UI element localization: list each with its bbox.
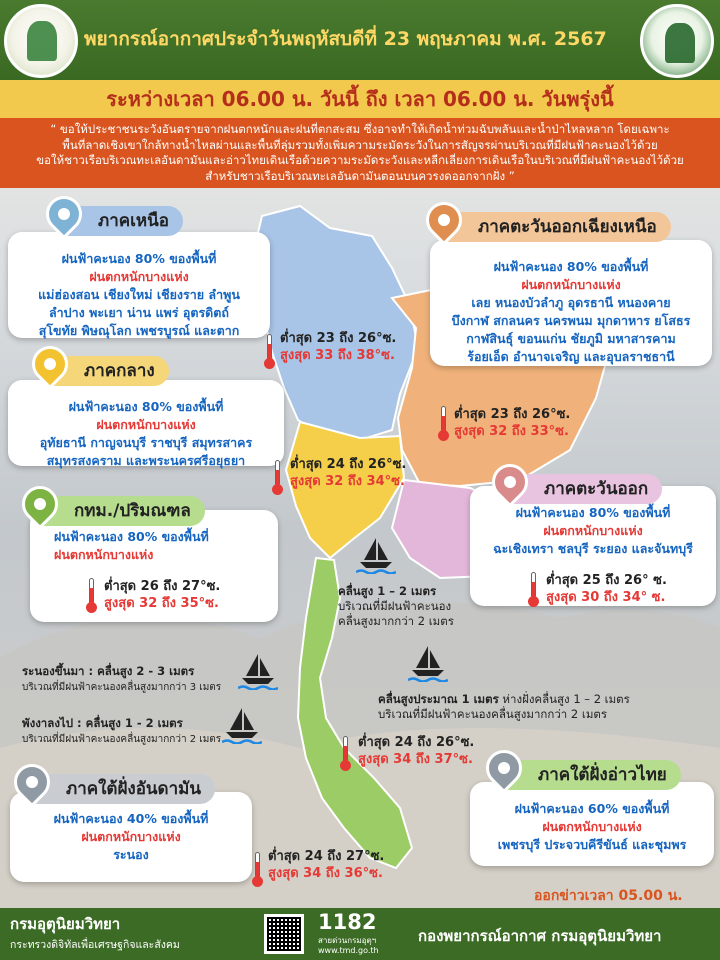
gulf-upper-wave-note: คลื่นสูงมากกว่า 2 เมตร: [338, 614, 454, 628]
south-andaman-tmin: ต่ำสุด 24 ถึง 27°ซ.: [268, 849, 385, 864]
warning-banner: [0, 118, 720, 188]
central-heavy: ฝนตกหนักบางแห่ง: [96, 417, 196, 432]
ranong-wave-info: [22, 664, 221, 695]
south-andaman-forecast-card: [10, 792, 252, 882]
east-heavy: ฝนตกหนักบางแห่ง: [543, 523, 643, 538]
header-bar: [0, 0, 720, 80]
boat-icon: [238, 650, 278, 690]
central-forecast-card: [8, 380, 284, 466]
east-rain: ฝนฟ้าคะนอง 80% ของพื้นที่: [515, 505, 671, 520]
south-andaman-region-label: ภาคใต้ฝั่งอันดามัน: [22, 774, 215, 804]
bangkok-temperature: [104, 578, 220, 612]
south-gulf-provinces: เพชรบุรี ประจวบคีรีขันธ์ และชุมพร: [497, 837, 687, 852]
bangkok-tmin: ต่ำสุด 26 ถึง 27°ซ.: [104, 579, 221, 594]
east-temperature: [546, 572, 667, 606]
central-rain: ฝนฟ้าคะนอง 80% ของพื้นที่: [68, 399, 224, 414]
north-provinces: แม่ฮ่องสอน เชียงใหม่ เชียงราย ลำพูน: [38, 287, 240, 302]
south-andaman-thermometer-icon: [252, 852, 262, 886]
south-andaman-tmax: สูงสุด 34 ถึง 36°ซ.: [268, 866, 383, 881]
northeast-forecast-card: [430, 240, 712, 366]
south-andaman-heavy: ฝนตกหนักบางแห่ง: [81, 829, 181, 844]
east-provinces: ฉะเชิงเทรา ชลบุรี ระยอง และจันทบุรี: [493, 541, 693, 556]
northeast-provinces: ร้อยเอ็ด อำนาจเจริญ และอุบลราชธานี: [467, 349, 675, 364]
ranong-wave-place: ระนองขึ้นมา :: [22, 664, 94, 678]
northeast-provinces: เลย หนองบัวลำภู อุดรธานี หนองคาย: [471, 295, 671, 310]
gulf-lower-wave-height: คลื่นสูงประมาณ 1 เมตร: [378, 692, 499, 706]
south-mid-temperature: [358, 734, 474, 768]
issued-time: ออกข่าวเวลา 05.00 น.: [534, 888, 683, 904]
hotline-caption: [318, 936, 379, 956]
northeast-tmin: ต่ำสุด 23 ถึง 26°ซ.: [454, 407, 571, 422]
north-tmin: ต่ำสุด 23 ถึง 26°ซ.: [280, 331, 397, 346]
central-temperature: [290, 456, 406, 490]
warning-line: ขอให้ชาวเรือบริเวณทะเลอันดามันและอ่าวไทยเดินเรือด้วยความระมัดระวังและหลีกเลี่ยงการเดินเรือในบริเวณที่มีฝนฟ้าคะนองไว้ด้วย: [36, 153, 684, 167]
east-tmax: สูงสุด 30 ถึง 34° ซ.: [546, 590, 666, 605]
boat-icon: [356, 534, 396, 574]
hotline-number: 1182: [318, 910, 377, 934]
ranong-wave-height: คลื่นสูง 2 - 3 เมตร: [93, 664, 195, 678]
bangkok-thermometer-icon: [86, 578, 96, 612]
footer-org: กรมอุตุนิยมวิทยา: [10, 915, 121, 933]
south-andaman-rain: ฝนฟ้าคะนอง 40% ของพื้นที่: [53, 811, 209, 826]
gulf-lower-wave-note: บริเวณที่มีฝนฟ้าคะนองคลื่นสูงมากกว่า 2 เมตร: [378, 707, 608, 721]
footer-bar: [0, 908, 720, 960]
east-tmin: ต่ำสุด 25 ถึง 26° ซ.: [546, 573, 667, 588]
north-forecast-card: [8, 232, 270, 338]
warning-line: พื้นที่ลาดเชิงเขาใกล้ทางน้ำไหลผ่านและพื้นที่ลุ่มรวมทั้งเพิ่มความระมัดระวังในการสัญจรผ่านบริเวณที่มีฝนฟ้าคะนองไว้ด้วย: [62, 137, 658, 152]
northeast-tmax: สูงสุด 32 ถึง 33°ซ.: [454, 424, 569, 439]
boat-icon: [222, 704, 262, 744]
south-andaman-temperature: [268, 848, 384, 882]
north-rain: ฝนฟ้าคะนอง 80% ของพื้นที่: [61, 251, 217, 266]
bangkok-tmax: สูงสุด 32 ถึง 35°ซ.: [104, 596, 219, 611]
central-region-label: ภาคกลาง: [40, 356, 169, 386]
northeast-region-label: ภาคตะวันออกเฉียงเหนือ: [434, 212, 671, 242]
gulf-upper-wave-note: บริเวณที่มีฝนฟ้าคะนอง: [338, 599, 452, 613]
boat-icon: [408, 642, 448, 682]
forecast-period: ระหว่างเวลา 06.00 น. วันนี้ ถึง เวลา 06.00 น. วันพรุ่งนี้: [106, 87, 614, 111]
northeast-provinces: กาฬสินธุ์ ขอนแก่น ชัยภูมิ มหาสารคาม: [466, 331, 676, 346]
south-gulf-rain: ฝนฟ้าคะนอง 60% ของพื้นที่: [514, 801, 670, 816]
northeast-provinces: บึงกาฬ สกลนคร นครพนม มุกดาหาร ยโสธร: [451, 313, 691, 328]
phangnga-wave-height: คลื่นสูง 1 - 2 เมตร: [81, 716, 183, 730]
hotline-subtitle: สายด่วนกรมอุตุฯ: [318, 936, 377, 945]
footer-department: กองพยากรณ์อากาศ กรมอุตุนิยมวิทยา: [418, 927, 662, 945]
phangnga-wave-place: พังงาลงไป :: [22, 716, 82, 730]
gulf-upper-wave-info: [338, 584, 454, 629]
south-thermometer-icon: [340, 736, 350, 770]
warning-line: “ ขอให้ประชาชนระวังอันตรายจากฝนตกหนักและฝนที่ตกสะสม ซึ่งอาจทำให้เกิดน้ำท่วมฉับพลันและน้ำป่าไหลหลาก โดยเฉพาะ: [50, 122, 670, 136]
bangkok-region-label: กทม./ปริมณฑล: [30, 496, 205, 526]
central-thermometer-icon: [272, 460, 282, 494]
gulf-upper-wave-height: คลื่นสูง 1 – 2 เมตร: [338, 584, 437, 598]
footer-ministry: กระทรวงดิจิทัลเพื่อเศรษฐกิจและสังคม: [10, 939, 180, 951]
phangnga-wave-note: บริเวณที่มีฝนฟ้าคะนองคลื่นสูงมากกว่า 2 เมตร: [22, 734, 222, 745]
north-thermometer-icon: [264, 334, 274, 368]
south-andaman-provinces: ระนอง: [113, 847, 149, 862]
south-gulf-region-label: ภาคใต้ฝั่งอ่าวไทย: [494, 760, 681, 790]
central-tmax: สูงสุด 32 ถึง 34°ซ.: [290, 474, 405, 489]
central-tmin: ต่ำสุด 24 ถึง 26°ซ.: [290, 457, 407, 472]
east-region-label: ภาคตะวันออก: [500, 474, 662, 504]
bangkok-rain: ฝนฟ้าคะนอง 80% ของพื้นที่: [54, 529, 209, 544]
bangkok-heavy: ฝนตกหนักบางแห่ง: [54, 547, 154, 562]
north-tmax: สูงสุด 33 ถึง 38°ซ.: [280, 348, 395, 363]
north-region-label: ภาคเหนือ: [54, 206, 183, 236]
qr-code-icon[interactable]: [264, 914, 304, 954]
forecast-period-bar: [0, 80, 720, 118]
gulf-lower-wave-offshore: ห่างฝั่งคลื่นสูง 1 – 2 เมตร: [498, 692, 630, 706]
north-provinces: สุโขทัย พิษณุโลก เพชรบูรณ์ และตาก: [38, 323, 240, 338]
central-provinces: อุทัยธานี กาญจนบุรี ราชบุรี สมุทรสาคร: [39, 435, 253, 450]
south-mid-tmin: ต่ำสุด 24 ถึง 26°ซ.: [358, 735, 475, 750]
phangnga-wave-info: [22, 716, 221, 747]
page-title: พยากรณ์อากาศประจำวันพฤหัสบดีที่ 23 พฤษภาคม พ.ศ. 2567: [84, 28, 607, 50]
northeast-thermometer-icon: [438, 406, 448, 440]
north-temperature: [280, 330, 396, 364]
ranong-wave-note: บริเวณที่มีฝนฟ้าคะนองคลื่นสูงมากกว่า 3 เมตร: [22, 682, 222, 693]
tmd-logo-icon: [640, 4, 714, 78]
warning-line: สำหรับชาวเรือบริเวณทะเลอันดามันตอนบนควรงดออกจากฝั่ง ”: [205, 168, 515, 183]
north-heavy: ฝนตกหนักบางแห่ง: [89, 269, 189, 284]
gulf-lower-wave-info: [378, 692, 630, 722]
northeast-rain: ฝนฟ้าคะนอง 80% ของพื้นที่: [493, 259, 649, 274]
east-thermometer-icon: [528, 572, 538, 606]
northeast-temperature: [454, 406, 570, 440]
south-mid-tmax: สูงสุด 34 ถึง 37°ซ.: [358, 752, 473, 767]
central-provinces: สมุทรสงคราม และพระนครศรีอยุธยา: [46, 453, 246, 468]
ministry-logo-icon: [4, 4, 78, 78]
northeast-heavy: ฝนตกหนักบางแห่ง: [521, 277, 621, 292]
south-gulf-heavy: ฝนตกหนักบางแห่ง: [542, 819, 642, 834]
website-link[interactable]: www.tmd.go.th: [318, 946, 379, 955]
north-provinces: ลำปาง พะเยา น่าน แพร่ อุตรดิตถ์: [49, 305, 229, 320]
south-gulf-forecast-card: [470, 782, 714, 866]
